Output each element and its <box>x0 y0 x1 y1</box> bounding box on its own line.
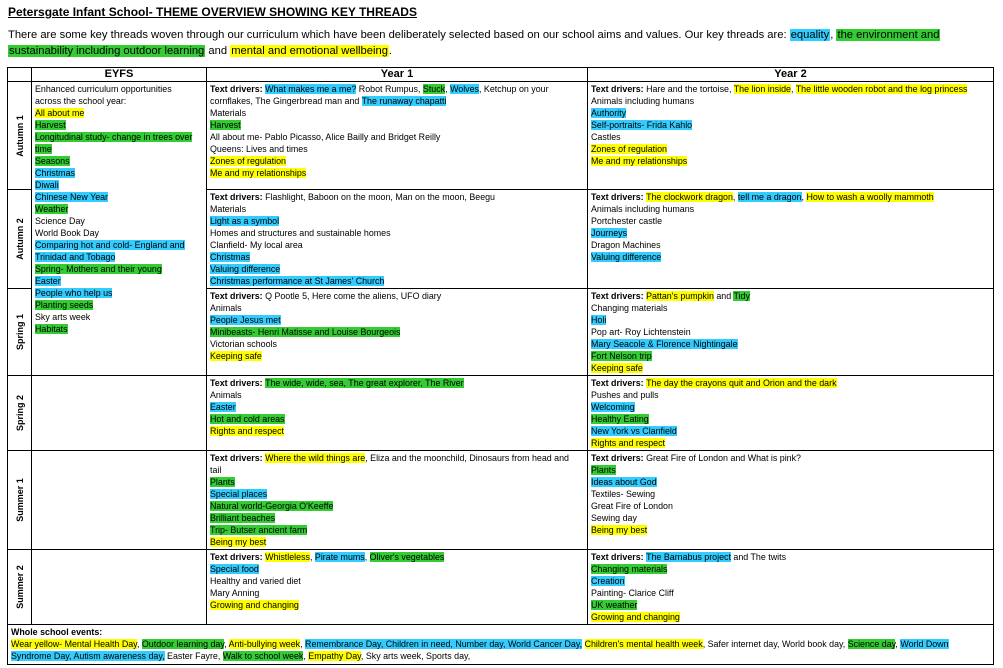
y2-summer-2: Text drivers: The Barnabus project and The twits Changing materials Creation Painting- Clarice Cliff UK weather Growing and changing <box>588 550 994 625</box>
eyfs-empty-summer-1 <box>32 451 207 550</box>
eyfs-cell: Enhanced curriculum opportunities across the school year: All about me Harvest Longitudinal study- change in trees over time Seasons Christmas Diwali Chinese New Year Weather Science Day World Book Day Comparing hot and cold- England and Trinidad and Tobago Spring- Mothers and their young Easter People who help us Planting seeds Sky arts week Habitats <box>32 82 207 376</box>
thread-equality: equality <box>790 29 830 41</box>
whole-school-events: Whole school events: Wear yellow- Mental Health Day, Outdoor learning day, Anti-bullying week, Remembrance Day, Children in need, Number day, World Cancer Day, Children's mental health week, Safer internet day, World book day, Science day, World Down Syndrome Day, Autism awareness day, Easter Fayre, Walk to school week, Empathy Day, Sky arts week, Sports day, <box>8 625 994 665</box>
intro-paragraph: There are some key threads woven through our curriculum which have been deliberately selected based on our school aims and values. Our key threads are: equality, the environment and sustainability including outdoor learning and mental and emotional wellbeing. <box>8 29 940 57</box>
term-spring-1: Spring 1 <box>8 289 32 376</box>
theme-overview-table <box>7 67 994 665</box>
y1-autumn-2: Text drivers: Flashlight, Baboon on the moon, Man on the moon, Beegu Materials Light as a symbol Homes and structures and sustainable homes Clanfield- My local area Christmas Valuing difference Christmas performance at St James' Church <box>207 190 588 289</box>
header-eyfs: EYFS <box>32 68 207 82</box>
thread-sustainability: sustainability including outdoor learning <box>9 45 205 57</box>
header-blank <box>8 68 32 82</box>
term-autumn-1: Autumn 1 <box>8 82 32 190</box>
eyfs-all-about-me: All about me <box>35 108 85 118</box>
y2-spring-2: Text drivers: The day the crayons quit and Orion and the dark Pushes and pulls Welcoming Healthy Eating New York vs Clanfield Rights and respect <box>588 376 994 451</box>
row-whole-school <box>8 625 994 665</box>
y2-autumn-2: Text drivers: The clockwork dragon, tell me a dragon, How to wash a woolly mammoth Animals including humans Portchester castle Journeys Dragon Machines Valuing difference <box>588 190 994 289</box>
y1-autumn-1: Text drivers: What makes me a me? Robot Rumpus, Stuck, Wolves, Ketchup on your cornflakes, The Gingerbread man and The runaway chapatti Materials Harvest All about me- Pablo Picasso, Alice Bailly and Bridget Reilly Queens: Lives and times Zones of regulation Me and my relationships <box>207 82 588 190</box>
thread-environment: the environment and <box>837 29 940 41</box>
intro-text: There are some key threads woven through our curriculum which have been deliberately selected based on our school aims and values. Our key threads are: <box>8 29 790 41</box>
whole-school-label: Whole school events: <box>11 627 103 637</box>
term-summer-1: Summer 1 <box>8 451 32 550</box>
header-year2: Year 2 <box>588 68 994 82</box>
eyfs-empty-summer-2 <box>32 550 207 625</box>
y2-spring-1: Text drivers: Pattan's pumpkin and Tidy Changing materials Holi Pop art- Roy Lichtenstein Mary Seacole & Florence Nightingale Fort Nelson trip Keeping safe <box>588 289 994 376</box>
row-spring-2 <box>8 376 994 451</box>
row-summer-2 <box>8 550 994 625</box>
term-summer-2: Summer 2 <box>8 550 32 625</box>
y1-summer-2: Text drivers: Whistleless, Pirate mums, Oliver's vegetables Special food Healthy and varied diet Mary Anning Growing and changing <box>207 550 588 625</box>
y1-spring-1: Text drivers: Q Pootle 5, Here come the aliens, UFO diary Animals People Jesus met Minibeasts- Henri Matisse and Louise Bourgeois Victorian schools Keeping safe <box>207 289 588 376</box>
row-summer-1 <box>8 451 994 550</box>
y2-summer-1: Text drivers: Great Fire of London and What is pink? Plants Ideas about God Textiles- Sewing Great Fire of London Sewing day Being my best <box>588 451 994 550</box>
header-row <box>8 68 994 82</box>
y2-autumn-1: Text drivers: Hare and the tortoise, The lion inside, The little wooden robot and the log princess Animals including humans Authority Self-portraits- Frida Kahlo Castles Zones of regulation Me and my relationships <box>588 82 994 190</box>
page-title: Petersgate Infant School- THEME OVERVIEW SHOWING KEY THREADS <box>8 5 417 19</box>
term-autumn-2: Autumn 2 <box>8 190 32 289</box>
row-autumn-1 <box>8 82 994 190</box>
header-year1: Year 1 <box>207 68 588 82</box>
thread-wellbeing: mental and emotional wellbeing <box>231 45 388 57</box>
y1-spring-2: Text drivers: The wide, wide, sea, The great explorer, The River Animals Easter Hot and cold areas Rights and respect <box>207 376 588 451</box>
y1-summer-1: Text drivers: Where the wild things are, Eliza and the moonchild, Dinosaurs from head and tail Plants Special places Natural world-Georgia O'Keeffe Brilliant beaches Trip- Butser ancient farm Being my best <box>207 451 588 550</box>
term-spring-2: Spring 2 <box>8 376 32 451</box>
eyfs-empty-spring-2 <box>32 376 207 451</box>
